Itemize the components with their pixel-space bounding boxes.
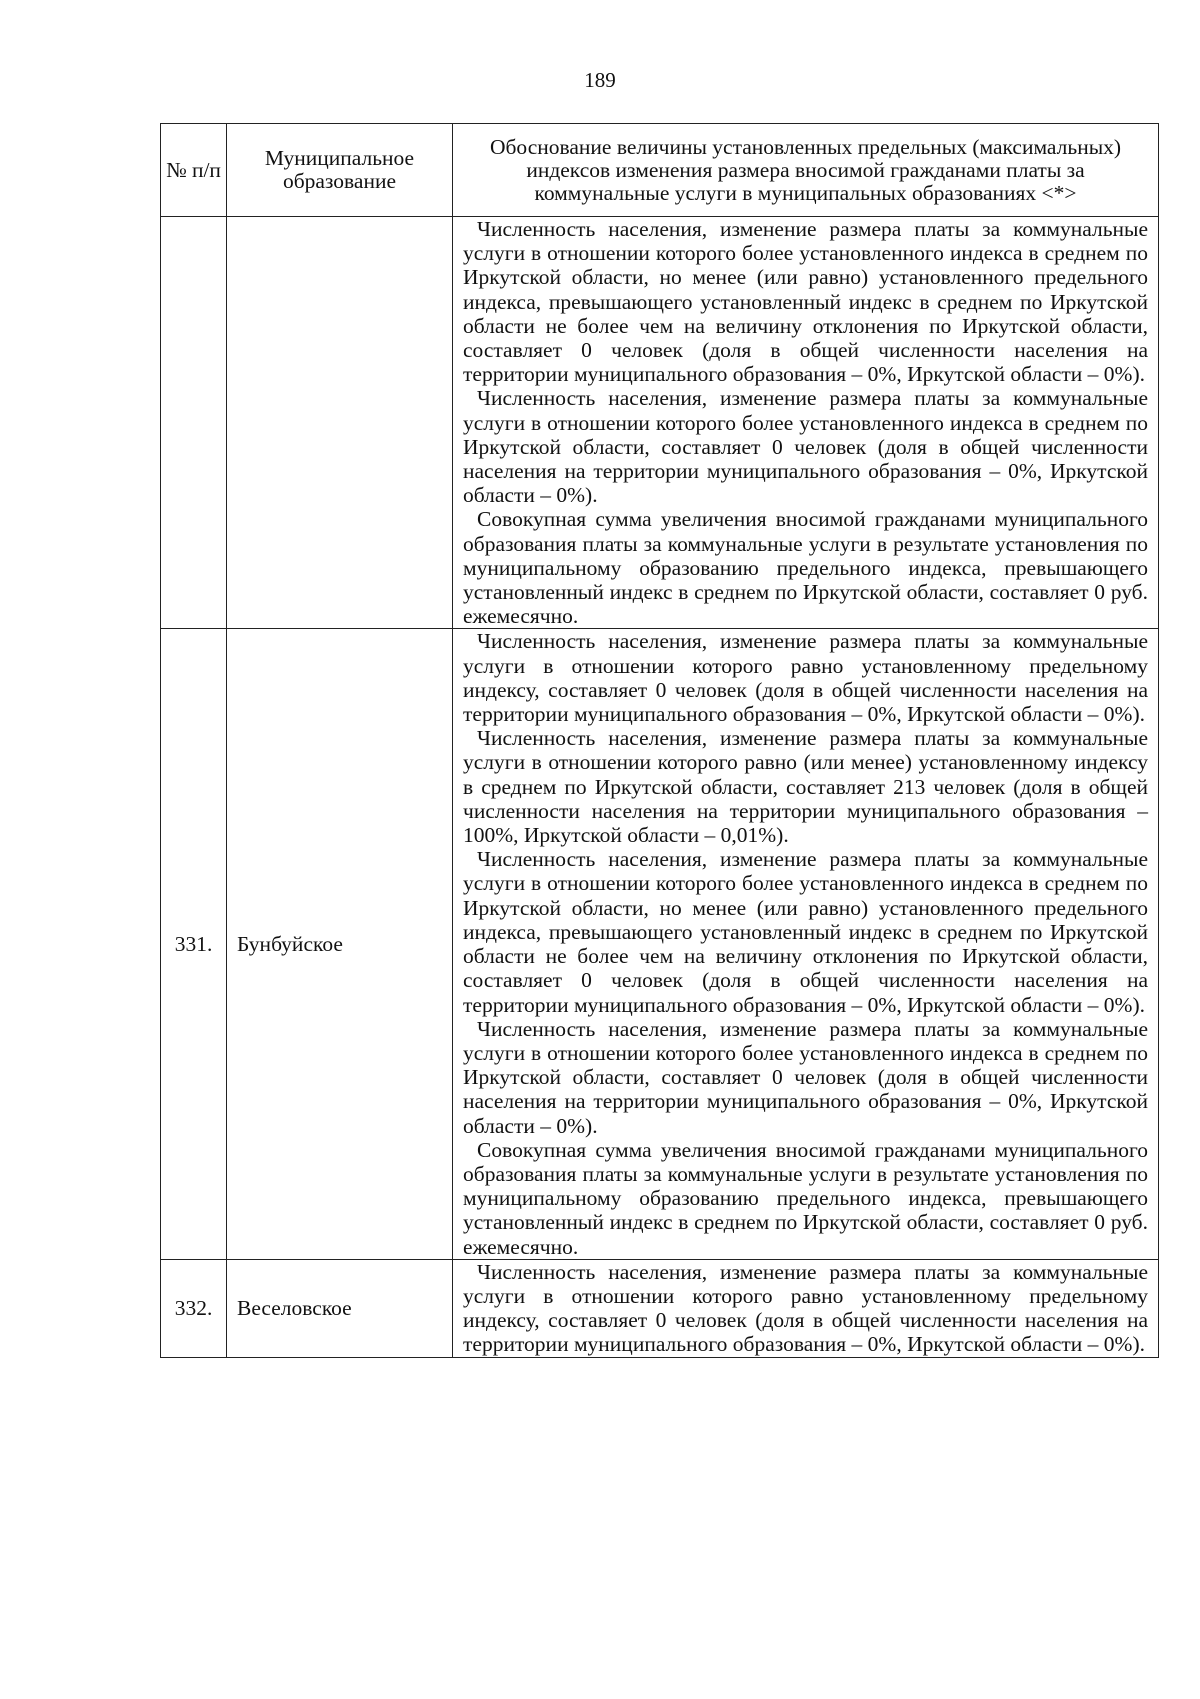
justification-paragraph: Численность населения, изменение размера платы за коммунальные услуги в отношении которого равно (или менее) установленному индексу в среднем по Иркутской области, составляет 213 человек (доля в общей численности населения на территории муниципального образования – 100%, Иркутской области – 0,01%). [463,726,1148,848]
justification-paragraph: Численность населения, изменение размера платы за коммунальные услуги в отношении которого равно установленному предельному индексу, составляет 0 человек (доля в общей численности населения на территории муниципального образования – 0%, Иркутской области – 0%). [463,1259,1148,1357]
table-row [161,629,1159,1259]
row-number: 332. [161,1259,227,1357]
municipal-index-table [160,123,1159,1358]
table-row [161,217,1159,629]
row-municipality: Бунбуйское [227,629,453,1259]
justification-paragraph: Численность населения, изменение размера платы за коммунальные услуги в отношении которого равно установленному предельному индексу, составляет 0 человек (доля в общей численности населения на территории муниципального образования – 0%, Иркутской области – 0%). [463,629,1148,727]
row-number: 331. [161,629,227,1259]
justification-paragraph: Совокупная сумма увеличения вносимой гражданами муниципального образования платы за коммунальные услуги в результате установления по муниципальному образованию предельного индекса, превышающего установленный индекс в среднем по Иркутской области, составляет 0 руб. ежемесячно. [463,507,1148,629]
justification-paragraph: Численность населения, изменение размера платы за коммунальные услуги в отношении которого более установленного индекса в среднем по Иркутской области, но менее (или равно) установленного предельного индекса, превышающего установленный индекс в среднем по Иркутской области не более чем на величину отклонения по Иркутской области, составляет 0 человек (доля в общей численности населения на территории муниципального образования – 0%, Иркутской области – 0%). [463,217,1148,387]
header-municipality: Муниципальное образование [227,124,453,217]
justification-paragraph: Совокупная сумма увеличения вносимой гражданами муниципального образования платы за коммунальные услуги в результате установления по муниципальному образованию предельного индекса, превышающего установленный индекс в среднем по Иркутской области, составляет 0 руб. ежемесячно. [463,1137,1148,1259]
row-municipality: Веселовское [227,1259,453,1357]
header-number: № п/п [161,124,227,217]
page-number: 189 [584,68,616,92]
row-number [161,217,227,629]
row-justification [453,217,1159,629]
row-justification [453,1259,1159,1357]
table-row [161,1259,1159,1357]
table-header-row [161,124,1159,217]
justification-paragraph: Численность населения, изменение размера платы за коммунальные услуги в отношении которого более установленного индекса в среднем по Иркутской области, но менее (или равно) установленного предельного индекса, превышающего установленный индекс в среднем по Иркутской области не более чем на величину отклонения по Иркутской области, составляет 0 человек (доля в общей численности населения на территории муниципального образования – 0%, Иркутской области – 0%). [463,847,1148,1017]
justification-paragraph: Численность населения, изменение размера платы за коммунальные услуги в отношении которого более установленного индекса в среднем по Иркутской области, составляет 0 человек (доля в общей численности населения на территории муниципального образования – 0%, Иркутской области – 0%). [463,1016,1148,1138]
row-justification [453,629,1159,1259]
header-justification: Обоснование величины установленных предельных (максимальных) индексов изменения размера вносимой гражданами платы за коммунальные услуги в муниципальных образованиях <*> [453,124,1159,217]
justification-paragraph: Численность населения, изменение размера платы за коммунальные услуги в отношении которого более установленного индекса в среднем по Иркутской области, составляет 0 человек (доля в общей численности населения на территории муниципального образования – 0%, Иркутской области – 0%). [463,386,1148,508]
row-municipality [227,217,453,629]
